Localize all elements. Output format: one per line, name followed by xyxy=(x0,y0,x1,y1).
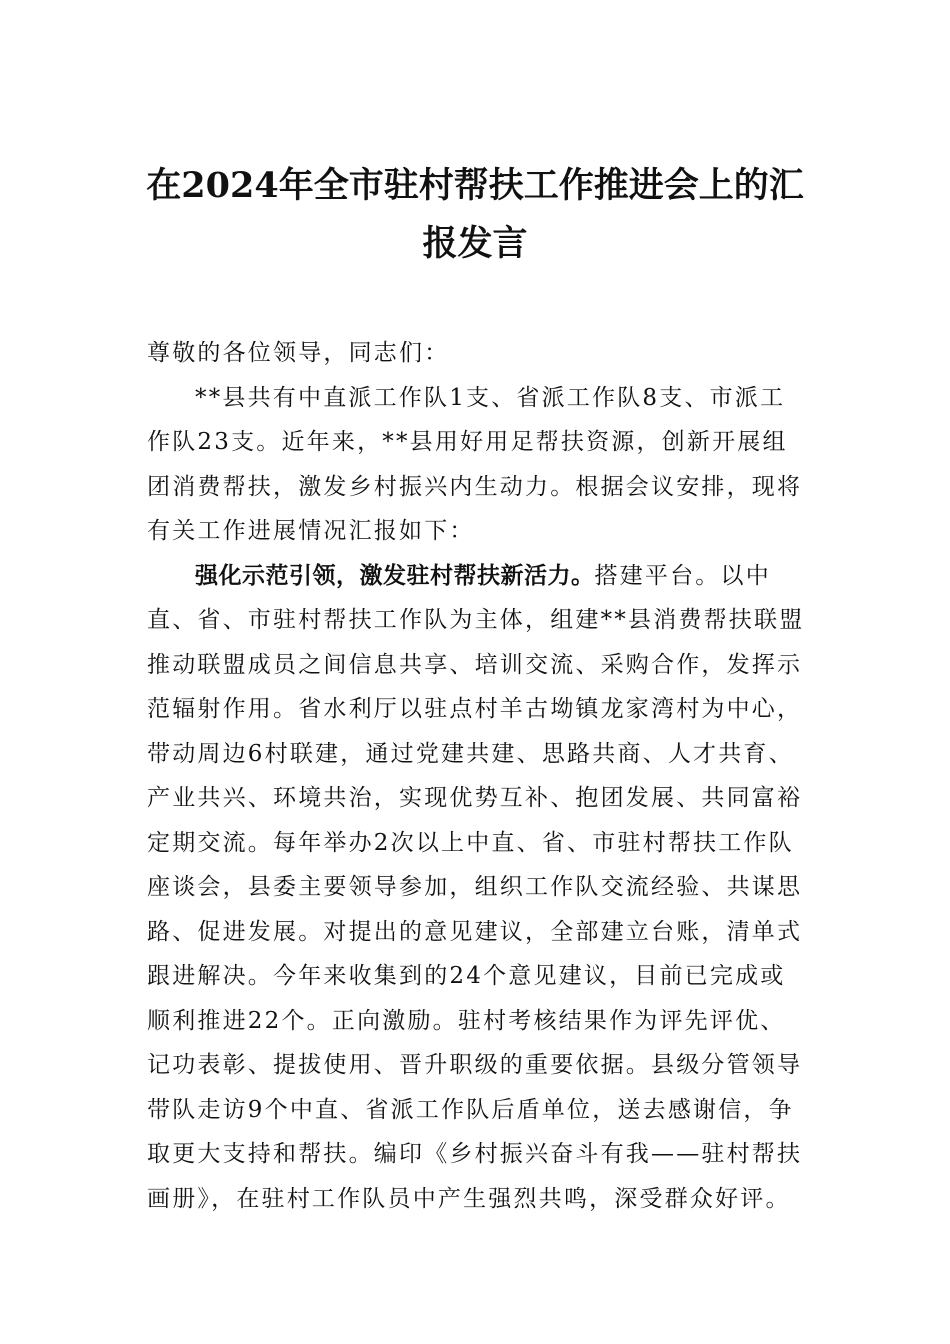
title-line-1: 在2024年全市驻村帮扶工作推进会上的汇 xyxy=(146,165,804,206)
paragraph-2-line-10: 跟进解决。今年来收集到的24个意见建议，目前已完成或 xyxy=(147,963,786,989)
paragraph-2-line-7: 定期交流。每年举办2次以上中直、省、市驻村帮扶工作队 xyxy=(147,829,794,856)
paragraph-2 xyxy=(147,554,807,1222)
paragraph-2-line-13: 带队走访9个中直、省派工作队后盾单位，送去感谢信，争 xyxy=(147,1096,794,1123)
paragraph-2-line-5: 带动周边6村联建，通过党建共建、思路共商、人才共育、 xyxy=(147,740,794,767)
paragraph-2-line-9: 路、促进发展。对提出的意见建议，全部建立台账，清单式 xyxy=(147,918,803,945)
document-body xyxy=(147,331,807,1221)
paragraph-2-line-3: 推动联盟成员之间信息共享、培训交流、采购合作，发挥示 xyxy=(147,651,803,678)
document-title xyxy=(100,157,850,273)
paragraph-1 xyxy=(147,376,807,554)
paragraph-2-line-1 xyxy=(147,554,807,599)
salutation: 尊敬的各位领导，同志们： xyxy=(147,340,450,366)
paragraph-2-first-line-rest: 搭建平台。以中 xyxy=(594,562,771,589)
paragraph-2-line-14: 取更大支持和帮扶。编印《乡村振兴奋斗有我——驻村帮扶 xyxy=(147,1141,803,1167)
paragraph-1-line-4: 有关工作进展情况汇报如下： xyxy=(147,518,475,544)
paragraph-2-line-8: 座谈会，县委主要领导参加，组织工作队交流经验、共谋思 xyxy=(147,874,803,900)
paragraph-2-line-4: 范辐射作用。省水利厅以驻点村羊古坳镇龙家湾村为中心， xyxy=(147,696,803,722)
paragraph-2-line-15: 画册》，在驻村工作队员中产生强烈共鸣，深受群众好评。 xyxy=(147,1185,791,1212)
paragraph-1-line-1: **县共有中直派工作队1支、省派工作队8支、市派工 xyxy=(195,384,786,411)
paragraph-1-line-2: 作队23支。近年来，**县用好用足帮扶资源，创新开展组 xyxy=(147,429,788,455)
paragraph-1-line-3: 团消费帮扶，激发乡村振兴内生动力。根据会议安排，现将 xyxy=(147,473,803,500)
paragraph-2-lead-heading: 强化示范引领，激发驻村帮扶新活力。 xyxy=(195,562,595,589)
paragraph-2-line-6: 产业共兴、环境共治，实现优势互补、抱团发展、共同富裕 xyxy=(147,785,803,811)
paragraph-2-line-11: 顺利推进22个。正向激励。驻村考核结果作为评先评优、 xyxy=(147,1007,786,1034)
title-line-2: 报发言 xyxy=(422,223,528,264)
paragraph-2-line-12: 记功表彰、提拔使用、晋升职级的重要依据。县级分管领导 xyxy=(147,1052,803,1078)
paragraph-2-line-2: 直、省、市驻村帮扶工作队为主体，组建**县消费帮扶联盟 xyxy=(147,607,805,633)
